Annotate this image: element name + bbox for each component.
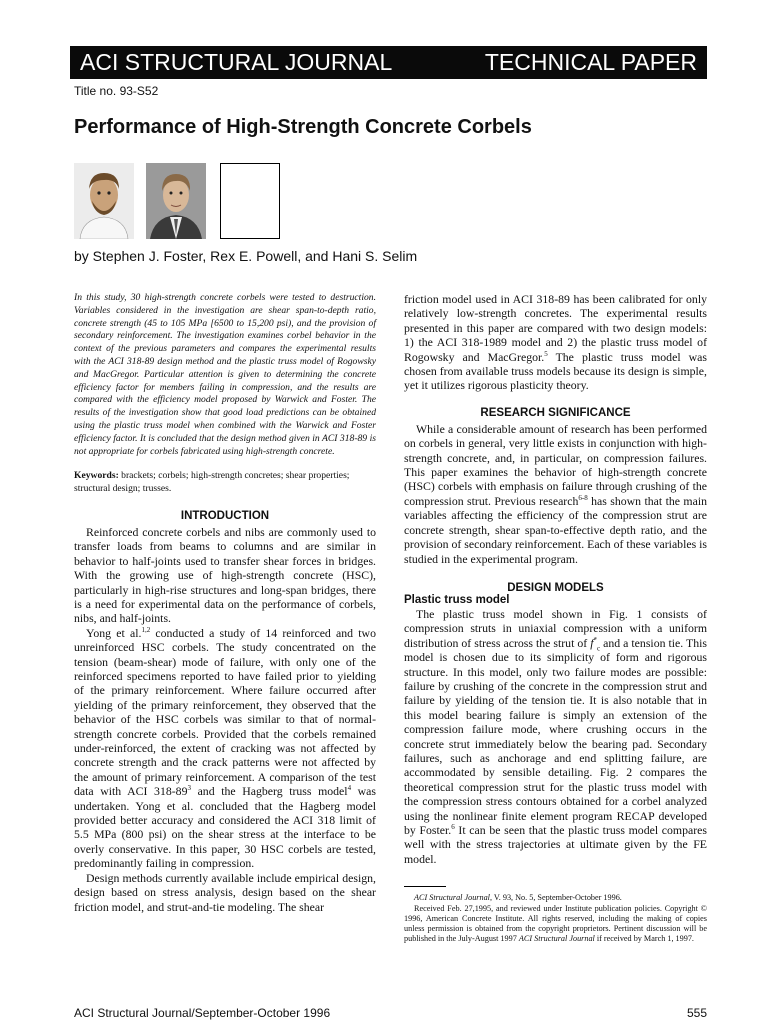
footnote-citation: ACI Structural Journal, V. 93, No. 5, September-October 1996. [414, 893, 622, 903]
keywords-text: brackets; corbels; high-strength concretes; shear properties; structural design; trusses. [74, 470, 350, 495]
author-photo-1 [74, 163, 134, 239]
journal-banner [70, 46, 707, 79]
plastic-truss-subheading: Plastic truss model [404, 593, 510, 606]
introduction-continued: friction model used in ACI 318-89 has been calibrated for only relatively low-strength concretes. The experimental results presented in this paper are compared with two design models: 1) the ACI 318-1989 model and 2) the plastic truss model of Rogowsky and MacGregor.$^5$ The plastic truss model was chosen from available truss models because its design is simple, yet it utilizes rigorous plasticity theory. [404, 292, 707, 393]
paper-title: Performance of High-Strength Concrete Corbels [74, 116, 532, 138]
right-column [404, 292, 707, 945]
introduction-paragraph-2: Yong et al.$^{1,2}$ conducted a study of 14 reinforced and two unreinforced HSC corbels. The study concentrated on the tension (beam-shear) mode of failure, with only one of the reinforced specimens reported to have failed prior to yielding of the primary reinforcement. Where failure occurred after yielding of the primary reinforcement, they observed that the behavior of the HSC corbels was similar to that of normal-strength concrete corbels. Provided that the corbels remained under-reinforced, the extent of cracking was not affected by concrete strength and the crack patterns were not affected by the amount of primary reinforcement. A comparison of the test data with ACI $318-89^3$ and the Hagberg truss model$^4$ was undertaken. Yong et al. concluded that the Hagberg model provided better accuracy and considered the ACI 318 limit of 5.5 MPa (800 psi) on the shear stress at the interface to be overly conservative. In this paper, 30 HSC corbels are tested, predominantly failing in compression. [74, 625, 376, 871]
introduction-paragraph-3: Design methods currently available include empirical design, design based on stress analysis, design based on the shear friction model, and strut-and-tie modeling. The shear [74, 870, 376, 914]
page-footer [74, 1006, 707, 1020]
design-models-heading: DESIGN MODELS [507, 581, 604, 594]
author-photo-placeholder [220, 163, 280, 239]
title-number: Title no. 93-S52 [74, 84, 159, 98]
left-column [74, 292, 376, 914]
abstract: In this study, 30 high-strength concrete corbels were tested to destruction. Variables considered in the investigation are shear span-to-depth ratio, concrete strength (45 to 105 MPa [6500 to 15,200 psi), and the provision of secondary reinforcement. The investigation examines corbel behavior in the context of the previous parameters and compares the experimental results with the ACI 318-89 design method and the plastic truss model of Rogowsky and MacGregor. Particular attention is given to determining the concrete efficiency factor for members failing in compression, and the results are compared with the efficiency model proposed by Warwick and Foster. The results of the investigation show that good load predictions can be obtained using the plastic truss model when combined with the Warwick and Foster efficiency factor. It is concluded that the design method given in ACI 318-89 is not appropriate for corbels fabricated using high-strength concrete. [74, 292, 376, 457]
introduction-paragraph-1: Reinforced concrete corbels and nibs are commonly used to transfer loads from beams to columns and are similar in behavior to half-joints used to transfer shear forces in bridges. With the growing use of high-strength concrete (HSC), particularly in high-rise structures and long-span bridges, there is a need for experimental data on the performance of corbels, nibs, and half-joints. [74, 524, 376, 626]
footer-journal-issue: ACI Structural Journal/September-October 1996 [74, 1006, 331, 1020]
paper-type: TECHNICAL PAPER [484, 49, 697, 75]
footnote-received: Received Feb. 27,1995, and reviewed under Institute publication policies. Copyright © 1996, American Concrete Institute. All rights reserved, including the making of copies unless permission is obtained from the copyright proprietors. Pertinent discussion will be published in the July-August 1997 ACI Structural Journal if received by March 1, 1997. [404, 903, 707, 944]
footnote-rule [404, 886, 446, 887]
design-models-paragraph: The plastic truss model shown in Fig. 1 consists of compression struts in uniaxial compression with a uniform distribution of stress across the strut of $f^*_c$ and a tension tie. This model is chosen due to its simplicity of form and rigorous structure. In this model, only two failure modes are possible: failure by crushing of the concrete in the compression strut and failure by yielding of the tension tie. It is also notable that in this model bearing failure is simply an extension of the compression failure mode, where crushing occurs in the concrete strut immediately below the bearing pad. Secondary failures, such as anchorage and end splitting failure, are accommodated by sensible detailing. Fig. 2 compares the theoretical compression strut for the plastic truss model with the compression stress contours obtained for a corbel analyzed using the nonlinear finite element program RECAP developed by Foster.$^6$ It can be seen that the plastic truss model compares well with the stress trajectories at ultimate given by the FE model. [404, 606, 708, 866]
research-significance-paragraph: While a considerable amount of research has been performed on corbels in general, very little exists in conjunction with high-strength concrete, and, in particular, on compression failures. This paper examines the behavior of high-strength concrete (HSC) corbels with emphasis on failure through crushing of the compression strut. Previous research$^{6-8}$ has shown that the main variables affecting the efficiency of the compression strut are concrete strength, shear span-to-effective depth ratio, and the provision of secondary reinforcement. Each of these variables is studied in the experimental program. [404, 421, 708, 566]
keywords [74, 470, 376, 496]
author-photo-2 [146, 163, 206, 239]
keywords-label: Keywords: [74, 470, 119, 482]
research-significance-heading: RESEARCH SIGNIFICANCE [480, 406, 631, 419]
journal-name: ACI STRUCTURAL JOURNAL [80, 49, 393, 75]
page-number: 555 [686, 1006, 707, 1020]
author-byline: by Stephen J. Foster, Rex E. Powell, and Hani S. Selim [74, 248, 418, 264]
introduction-heading: INTRODUCTION [180, 509, 270, 522]
